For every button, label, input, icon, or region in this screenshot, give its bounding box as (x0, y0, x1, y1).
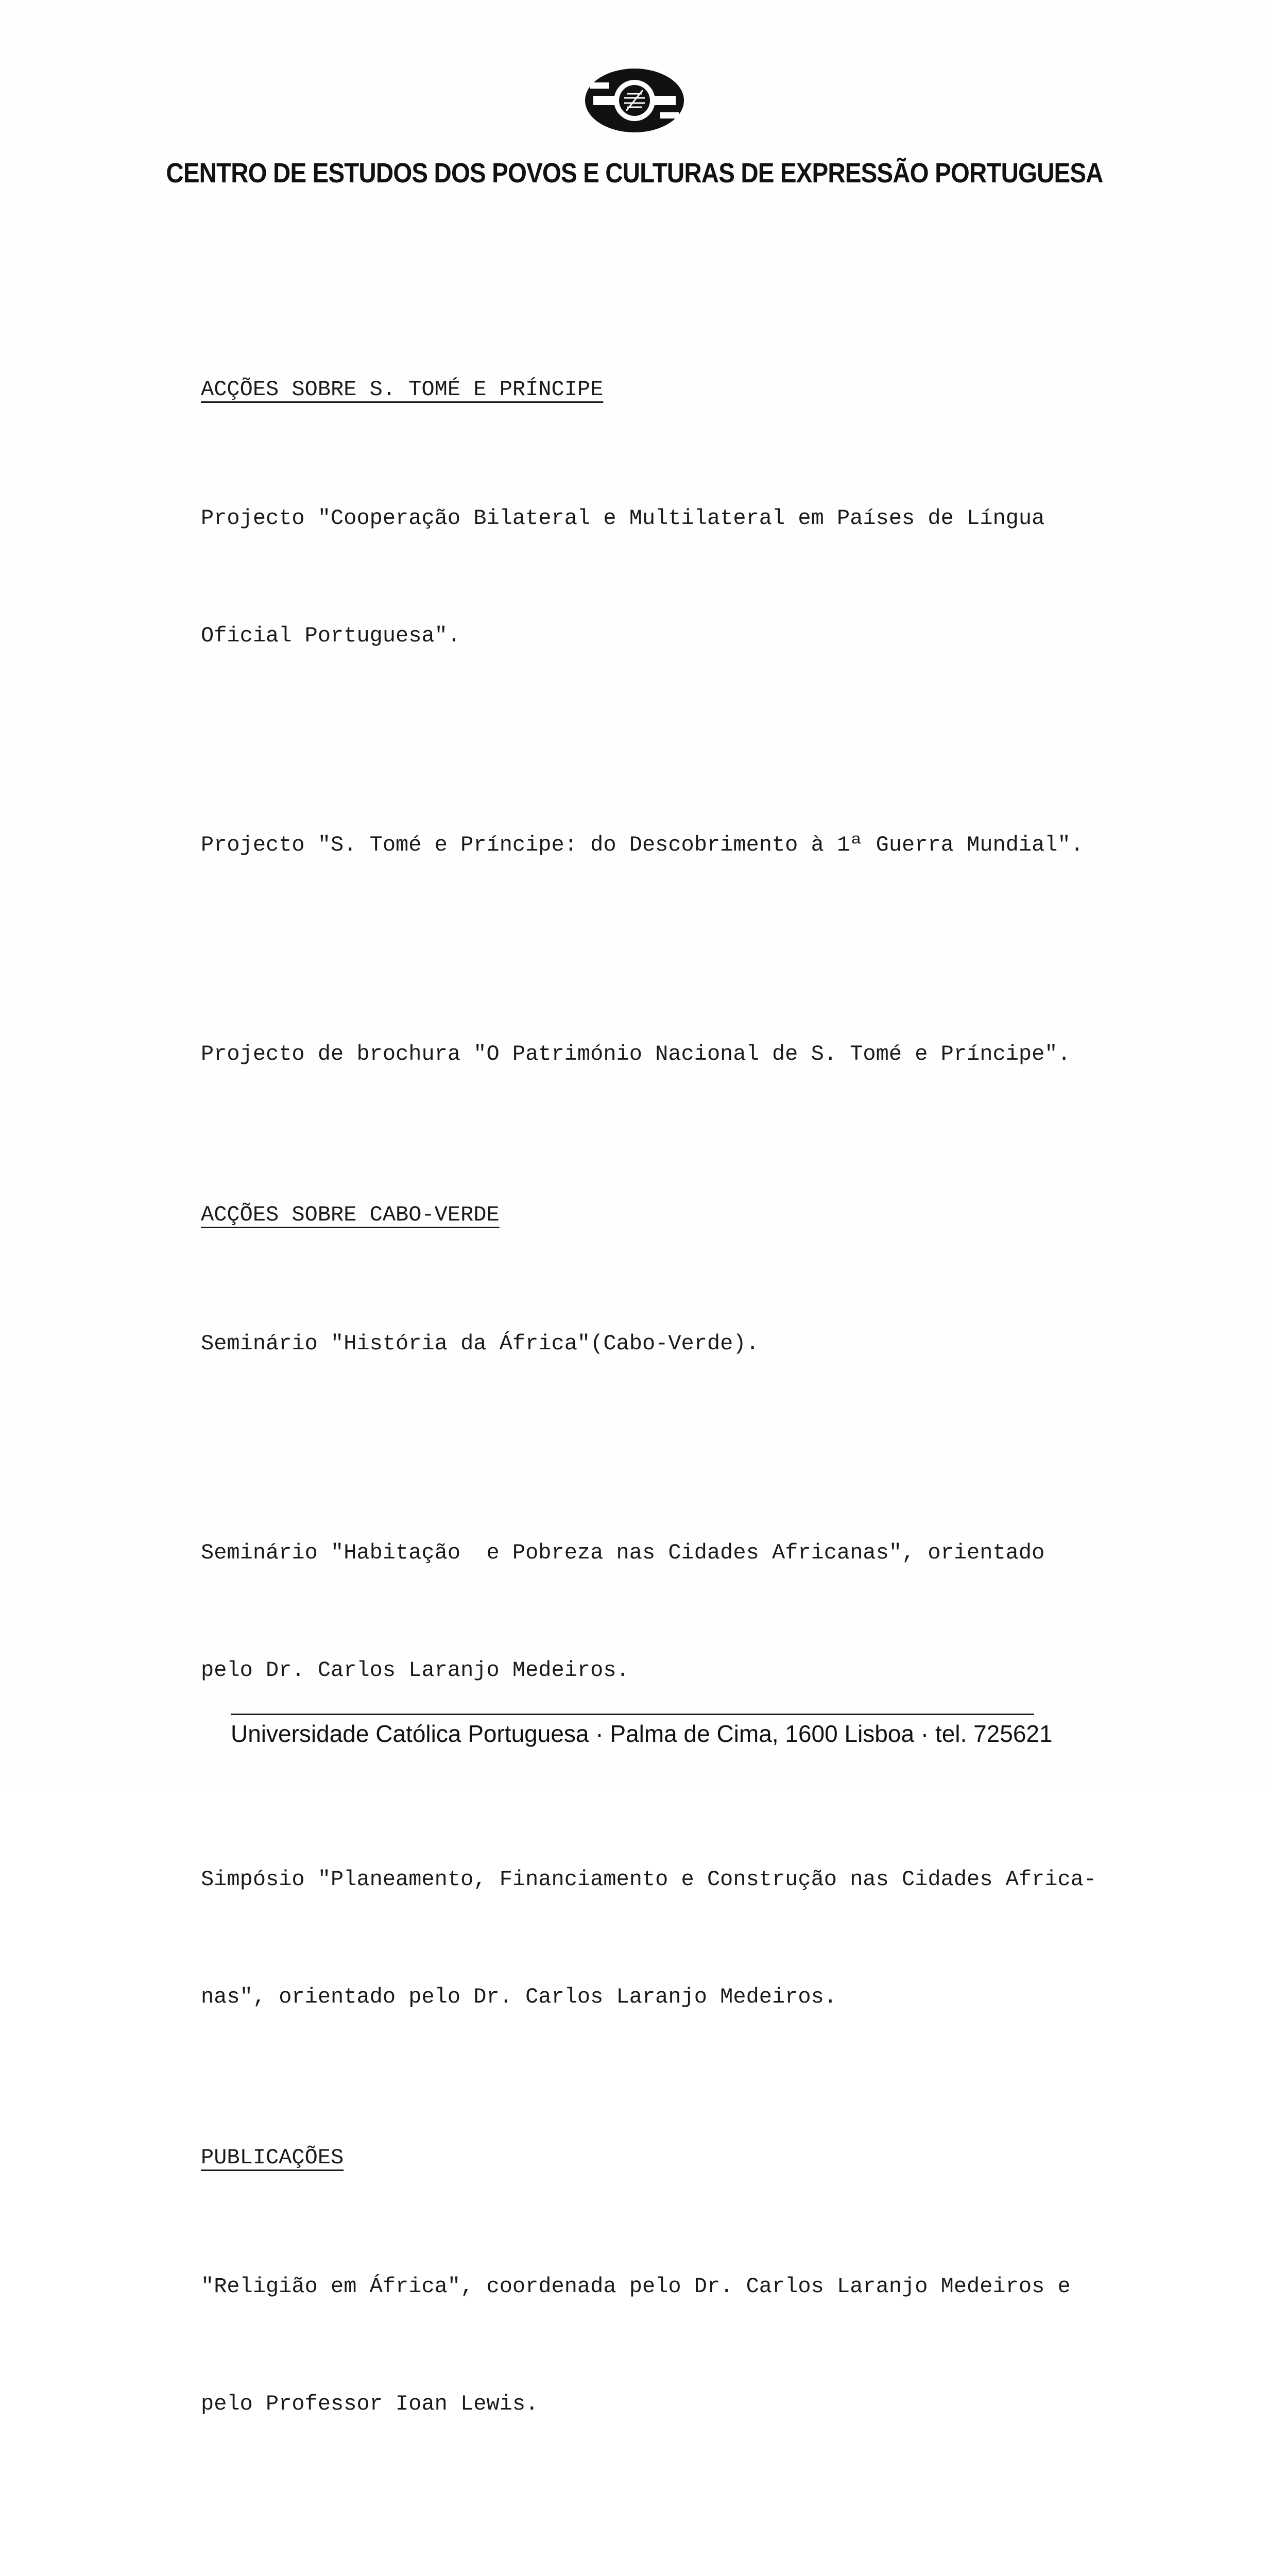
cepcep-emblem-icon (578, 62, 691, 139)
paragraph (201, 2515, 1118, 2576)
footer-divider (231, 1714, 1034, 1715)
section-publicacoes (201, 2138, 1118, 2576)
paragraph (201, 956, 1118, 1152)
paragraph-line: pelo Professor Ioan Lewis. (201, 2392, 539, 2416)
paragraph-line: Seminário "Habitação e Pobreza nas Cidades Africanas", orientado (201, 1540, 1045, 1565)
paragraph-line: "Religião em África", coordenada pelo Dr. Carlos Laranjo Medeiros e (201, 2274, 1071, 2299)
section-heading: PUBLICAÇÕES (201, 2145, 344, 2170)
paragraph (201, 1246, 1118, 1442)
paragraph-line: Oficial Portuguesa". (201, 623, 461, 648)
paragraph-line: Seminário "História da África"(Cabo-Verde). (201, 1331, 759, 1356)
paragraph-line: pelo Dr. Carlos Laranjo Medeiros. (201, 1658, 629, 1683)
paragraph-line: Projecto de brochura "O Património Nacional de S. Tomé e Príncipe". (201, 1042, 1071, 1066)
footer-address: Universidade Católica Portuguesa · Palma de Cima, 1600 Lisboa · tel. 725621 (231, 1720, 1053, 1747)
paragraph (201, 420, 1118, 734)
paragraph-line: Projecto "Cooperação Bilateral e Multilateral em Países de Língua (201, 506, 1045, 531)
section-heading: ACÇÕES SOBRE CABO-VERDE (201, 1202, 500, 1227)
section-sao-tome (201, 370, 1118, 1152)
section-cabo-verde (201, 1195, 1118, 2095)
paragraph-line: nas", orientado pelo Dr. Carlos Laranjo Medeiros. (201, 1985, 837, 2009)
paragraph-line: Simpósio "Planeamento, Financiamento e Construção nas Cidades Africa- (201, 1867, 1097, 1892)
organization-name: CENTRO DE ESTUDOS DOS POVOS E CULTURAS DE EXPRESSÃO PORTUGUESA (166, 158, 1103, 189)
paragraph-line: Projecto "S. Tomé e Príncipe: do Descobrimento à 1ª Guerra Mundial". (201, 833, 1084, 857)
paragraph (201, 2189, 1118, 2502)
paragraph (201, 747, 1118, 943)
paragraph (201, 1782, 1118, 2095)
section-heading: ACÇÕES SOBRE S. TOMÉ E PRÍNCIPE (201, 377, 604, 402)
document-body (201, 370, 1118, 2576)
